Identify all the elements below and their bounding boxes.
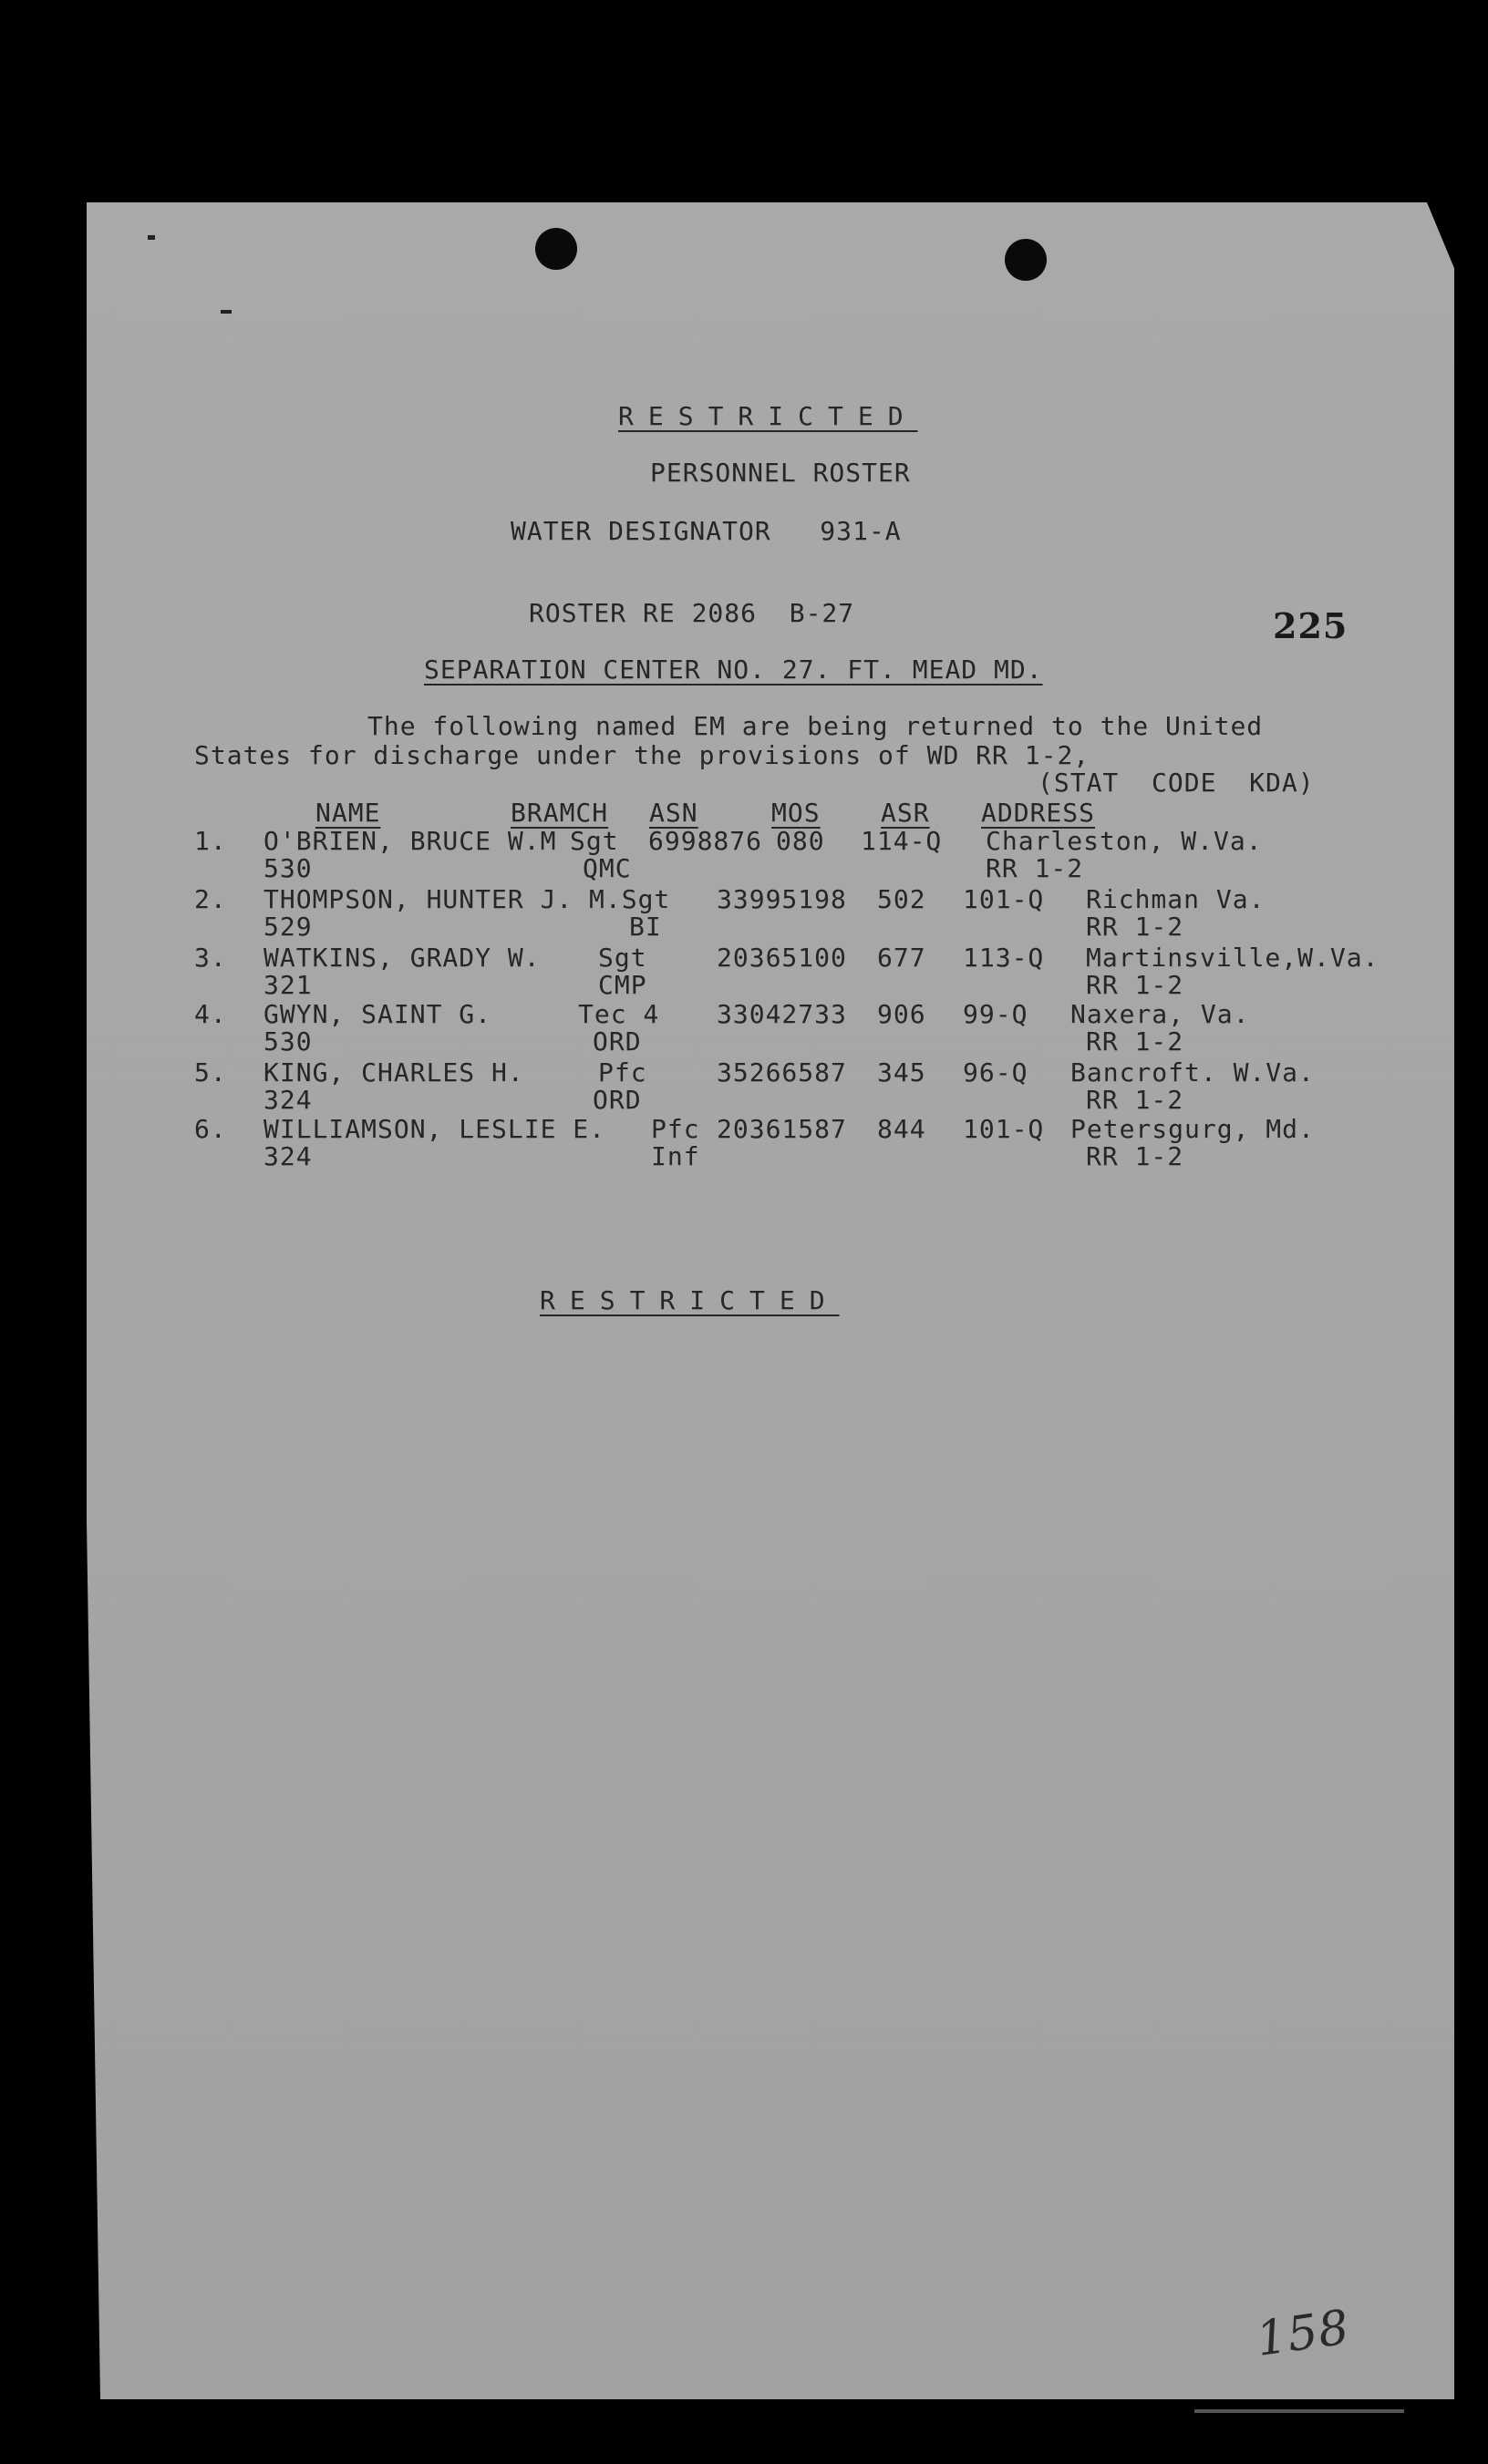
row-branch: BI bbox=[629, 912, 662, 942]
row-address: Martinsville,W.Va. bbox=[1086, 943, 1380, 973]
row-asr: 101-Q bbox=[963, 1114, 1045, 1144]
row-asr: 99-Q bbox=[963, 999, 1028, 1029]
intro-line-1: The following named EM are being returned to the United bbox=[367, 711, 1264, 741]
row-mos: 080 bbox=[776, 826, 825, 856]
row-code: 530 bbox=[264, 1026, 313, 1057]
row-mos: 345 bbox=[877, 1057, 926, 1088]
speck bbox=[221, 310, 232, 314]
row-grade: M.Sgt bbox=[589, 884, 671, 914]
row-number: 1. bbox=[194, 826, 227, 856]
row-number: 3. bbox=[194, 943, 227, 973]
row-grade: Tec 4 bbox=[578, 999, 660, 1029]
row-mos: 906 bbox=[877, 999, 926, 1029]
col-header-mos: MOS bbox=[771, 798, 821, 828]
row-asn: 20361587 bbox=[717, 1114, 847, 1144]
col-header-asr: ASR bbox=[881, 798, 930, 828]
row-asn: 6998876 bbox=[648, 826, 763, 856]
row-name: WILLIAMSON, LESLIE E. bbox=[264, 1114, 606, 1144]
separation-center: SEPARATION CENTER NO. 27. FT. MEAD MD. bbox=[424, 655, 1043, 685]
row-asr: 101-Q bbox=[963, 884, 1045, 914]
row-address: Bancroft. W.Va. bbox=[1070, 1057, 1315, 1088]
row-address-line-2: RR 1-2 bbox=[1086, 970, 1184, 1000]
row-asr: 113-Q bbox=[963, 943, 1045, 973]
row-asn: 20365100 bbox=[717, 943, 847, 973]
row-asr: 114-Q bbox=[861, 826, 943, 856]
row-asn: 33995198 bbox=[717, 884, 847, 914]
row-number: 4. bbox=[194, 999, 227, 1029]
row-branch: Inf bbox=[651, 1141, 700, 1171]
row-code: 324 bbox=[264, 1141, 313, 1171]
col-header-address: ADDRESS bbox=[981, 798, 1096, 828]
punch-hole bbox=[535, 228, 577, 270]
row-name: KING, CHARLES H. bbox=[264, 1057, 524, 1088]
row-grade: Pfc bbox=[598, 1057, 647, 1088]
row-address: Charleston, W.Va. bbox=[986, 826, 1263, 856]
row-name: WATKINS, GRADY W. bbox=[264, 943, 541, 973]
row-number: 5. bbox=[194, 1057, 227, 1088]
row-address: Petersgurg, Md. bbox=[1070, 1114, 1315, 1144]
row-branch: ORD bbox=[593, 1026, 642, 1057]
row-mos: 677 bbox=[877, 943, 926, 973]
restricted-footer: RESTRICTED bbox=[540, 1285, 840, 1315]
speck bbox=[148, 235, 155, 240]
row-code: 321 bbox=[264, 970, 313, 1000]
row-code: 529 bbox=[264, 912, 313, 942]
edge-shadow bbox=[1194, 2409, 1404, 2413]
col-header-branch: BRAMCH bbox=[511, 798, 609, 828]
row-grade: Sgt bbox=[598, 943, 647, 973]
roster-number: ROSTER RE 2086 B-27 bbox=[529, 598, 855, 628]
col-header-name: NAME bbox=[315, 798, 381, 828]
row-address: Naxera, Va. bbox=[1070, 999, 1250, 1029]
row-number: 6. bbox=[194, 1114, 227, 1144]
row-asn: 35266587 bbox=[717, 1057, 847, 1088]
page-number: 225 bbox=[1273, 605, 1348, 646]
intro-line-2: States for discharge under the provisions of WD RR 1-2, bbox=[194, 740, 1090, 770]
row-address-line-2: RR 1-2 bbox=[1086, 1026, 1184, 1057]
row-address-line-2: RR 1-2 bbox=[1086, 1085, 1184, 1115]
row-address-line-2: RR 1-2 bbox=[986, 853, 1084, 883]
row-code: 530 bbox=[264, 853, 313, 883]
row-asn: 33042733 bbox=[717, 999, 847, 1029]
row-mos: 844 bbox=[877, 1114, 926, 1144]
row-branch: CMP bbox=[598, 970, 647, 1000]
row-branch: QMC bbox=[583, 853, 632, 883]
row-name: O'BRIEN, BRUCE W.M bbox=[264, 826, 557, 856]
punch-hole bbox=[1005, 239, 1047, 281]
row-name: THOMPSON, HUNTER J. bbox=[264, 884, 574, 914]
row-address-line-2: RR 1-2 bbox=[1086, 912, 1184, 942]
stat-code: (STAT CODE KDA) bbox=[1038, 768, 1315, 798]
restricted-header: RESTRICTED bbox=[618, 401, 918, 431]
row-grade: Pfc bbox=[651, 1114, 700, 1144]
row-number: 2. bbox=[194, 884, 227, 914]
water-designator: WATER DESIGNATOR 931-A bbox=[511, 516, 902, 546]
row-code: 324 bbox=[264, 1085, 313, 1115]
row-mos: 502 bbox=[877, 884, 926, 914]
row-branch: ORD bbox=[593, 1085, 642, 1115]
row-address: Richman Va. bbox=[1086, 884, 1266, 914]
row-grade: Sgt bbox=[570, 826, 619, 856]
document-title: PERSONNEL ROSTER bbox=[650, 458, 911, 488]
row-address-line-2: RR 1-2 bbox=[1086, 1141, 1184, 1171]
row-asr: 96-Q bbox=[963, 1057, 1028, 1088]
handwritten-number: 158 bbox=[1253, 2300, 1353, 2367]
col-header-asn: ASN bbox=[649, 798, 698, 828]
row-name: GWYN, SAINT G. bbox=[264, 999, 492, 1029]
